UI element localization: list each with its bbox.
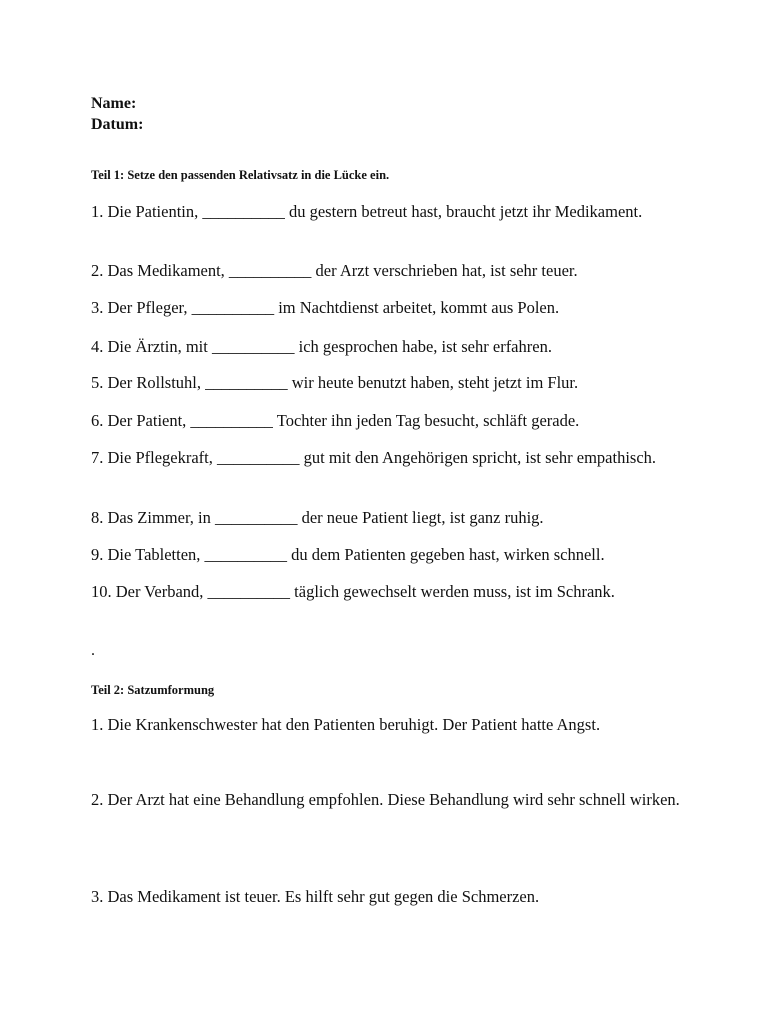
header-fields: [91, 93, 143, 135]
part1-title: Teil 1: Setze den passenden Relativsatz in die Lücke ein.: [91, 168, 390, 182]
part1-item-1: 1. Die Patientin, __________ du gestern betreut hast, braucht jetzt ihr Medikament.: [91, 202, 643, 221]
part1-item-2: 2. Das Medikament, __________ der Arzt verschrieben hat, ist sehr teuer.: [91, 261, 578, 280]
part1-item-10: 10. Der Verband, __________ täglich gewechselt werden muss, ist im Schrank.: [91, 582, 615, 601]
name-label: Name:: [91, 95, 137, 112]
separator-dot: .: [91, 642, 95, 659]
part1-item-6: 6. Der Patient, __________ Tochter ihn jeden Tag besucht, schläft gerade.: [91, 411, 580, 430]
part1-item-7: 7. Die Pflegekraft, __________ gut mit den Angehörigen spricht, ist sehr empathisch.: [91, 448, 657, 467]
part1-item-3: 3. Der Pfleger, __________ im Nachtdienst arbeitet, kommt aus Polen.: [91, 298, 560, 317]
part1-item-5: 5. Der Rollstuhl, __________ wir heute benutzt haben, steht jetzt im Flur.: [91, 373, 579, 392]
part1-item-4: 4. Die Ärztin, mit __________ ich gesprochen habe, ist sehr erfahren.: [91, 337, 552, 356]
part1-item-8: 8. Das Zimmer, in __________ der neue Patient liegt, ist ganz ruhig.: [91, 508, 544, 527]
part1-item-9: 9. Die Tabletten, __________ du dem Patienten gegeben hast, wirken schnell.: [91, 545, 605, 564]
part2-title: Teil 2: Satzumformung: [91, 683, 215, 697]
part2-item-1: 1. Die Krankenschwester hat den Patienten beruhigt. Der Patient hatte Angst.: [91, 715, 601, 734]
date-label: Datum:: [91, 116, 144, 133]
part2-item-3: 3. Das Medikament ist teuer. Es hilft sehr gut gegen die Schmerzen.: [91, 887, 540, 906]
part2-item-2: 2. Der Arzt hat eine Behandlung empfohlen. Diese Behandlung wird sehr schnell wirken.: [91, 790, 680, 809]
